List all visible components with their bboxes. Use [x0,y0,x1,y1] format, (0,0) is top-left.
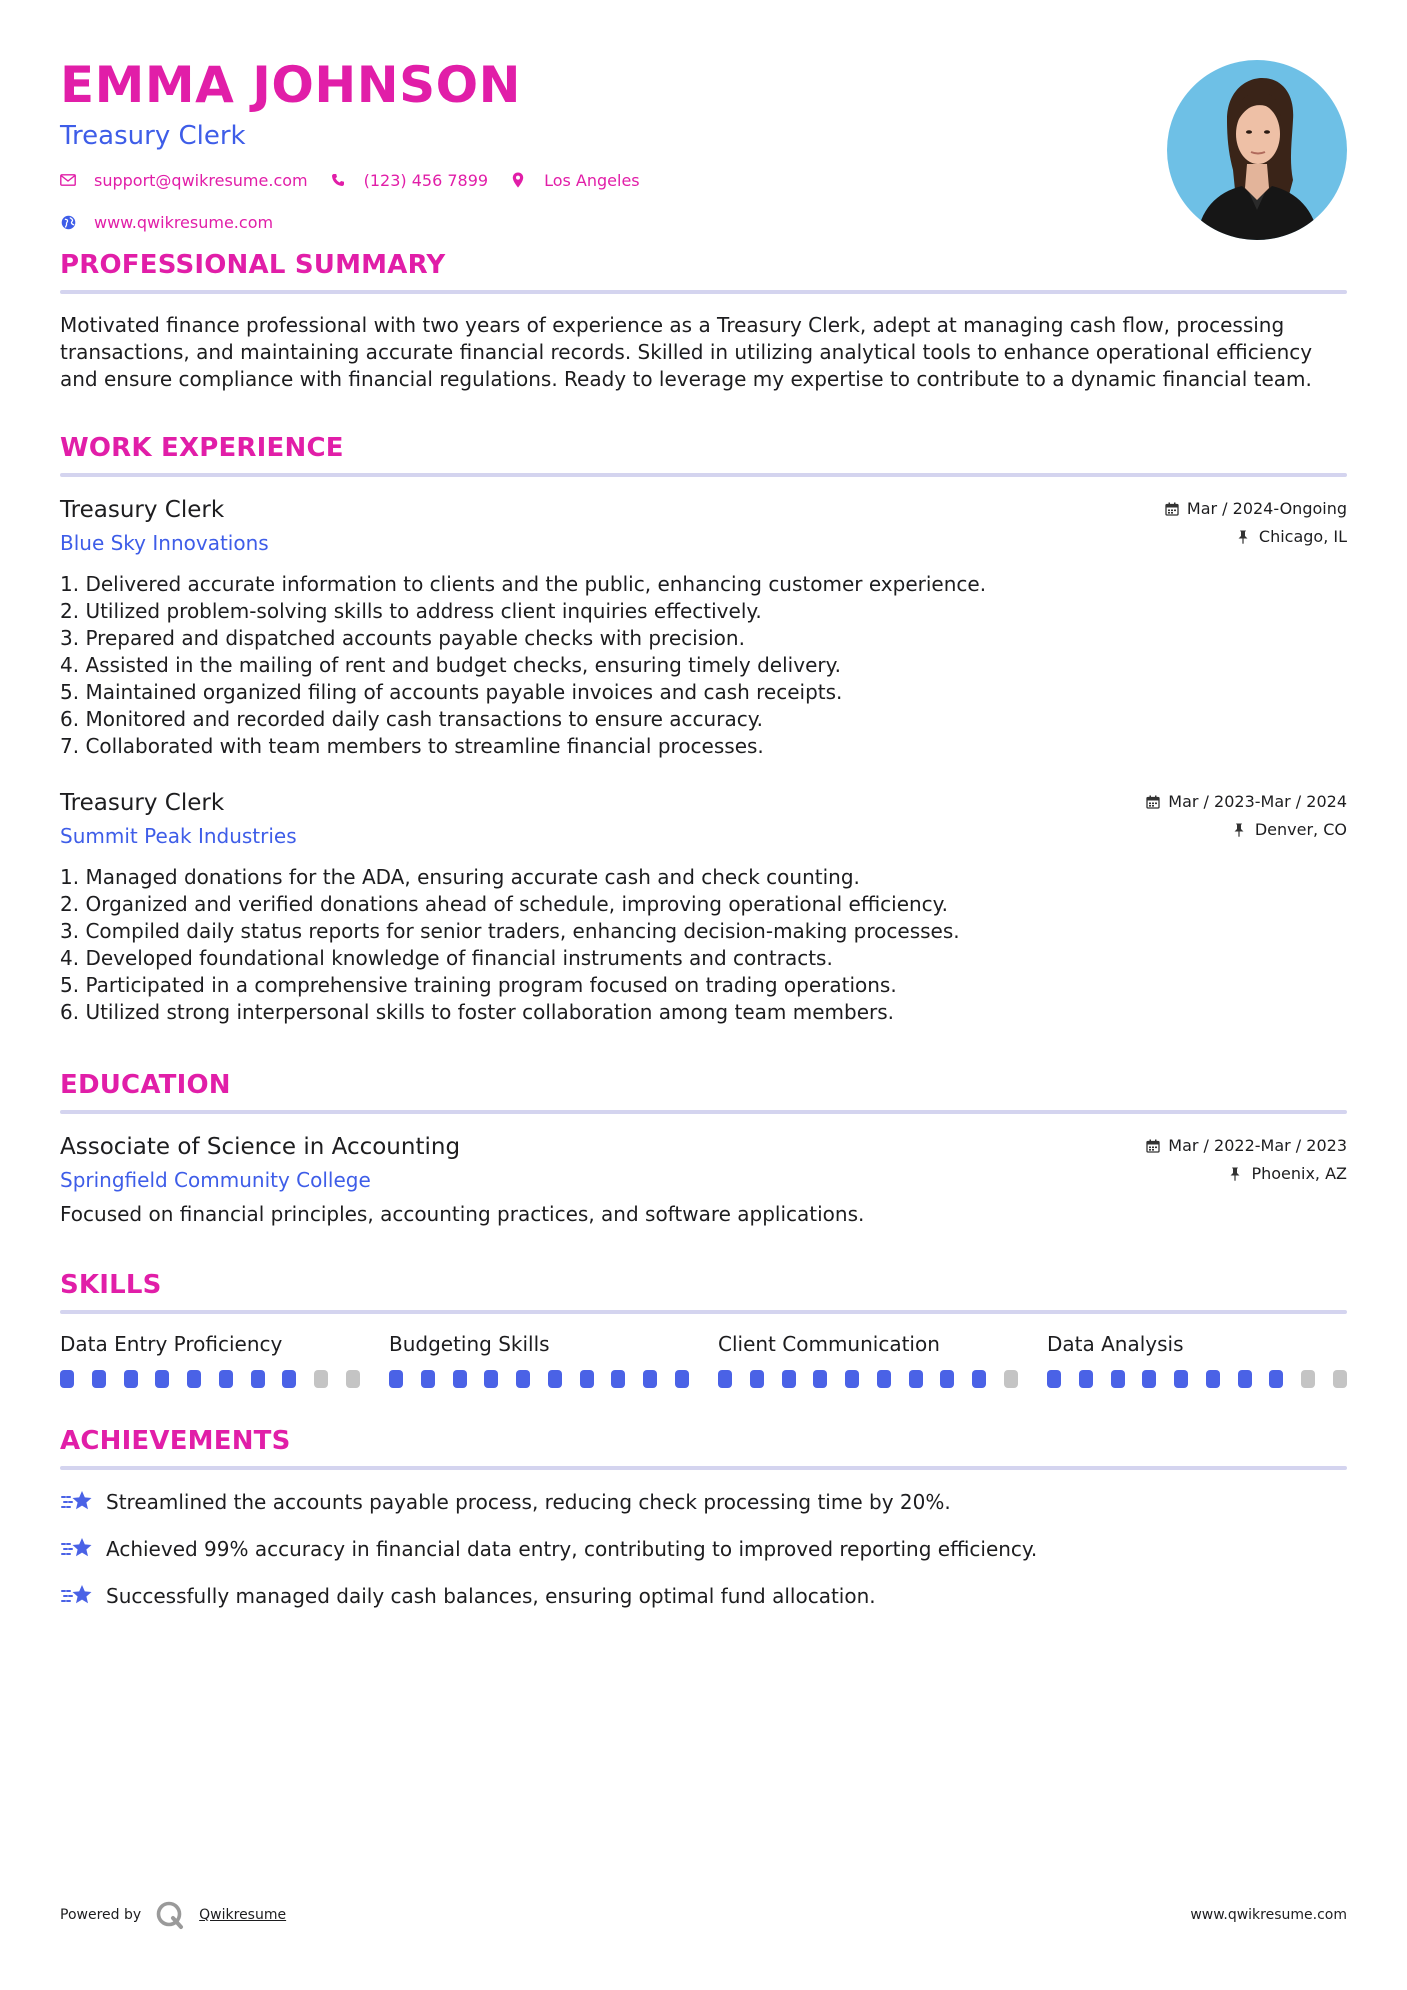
skill-dot-filled [611,1370,625,1388]
job-bullets [60,864,1347,1026]
skill-dot-filled [453,1370,467,1388]
bullet-text: Maintained organized filing of accounts payable invoices and cash receipts. [85,680,843,704]
skill-dot-filled [782,1370,796,1388]
contact-phone[interactable] [330,171,488,190]
bullet-number: 5. [60,973,80,997]
bullet-number: 4. [60,653,80,677]
skill-dot-filled [124,1370,138,1388]
list-item [60,733,1347,760]
shooting-star-icon [60,1535,94,1563]
bullet-text: Developed foundational knowledge of financial instruments and contracts. [85,946,833,970]
phone-text: (123) 456 7899 [363,170,489,190]
job-location-text: Chicago, IL [1258,527,1347,546]
contact-row-primary [60,167,1347,193]
skill-dot-empty [1301,1370,1315,1388]
bullet-number: 5. [60,680,80,704]
education-entry [60,1132,1347,1192]
section-divider [60,1466,1347,1470]
summary-text: Motivated finance professional with two years of experience as a Treasury Clerk, adept at managing cash flow, processing transactions, and maintaining accurate financial records. Skilled in utilizing analytical tools to enhance operational efficiency and ensure compliance with financial regulations. Ready to leverage my expertise to contribute to a dynamic financial team. [60,313,1313,391]
education-school: Springfield Community College [60,1168,371,1192]
section-title-experience: WORK EXPERIENCE [60,433,344,463]
skill-dot-filled [484,1370,498,1388]
contact-info [60,167,1347,235]
section-skills [60,1270,1347,1388]
section-experience [60,433,1347,1026]
skill-dot-filled [750,1370,764,1388]
footer-branding [60,1900,286,1930]
skill-dot-filled [718,1370,732,1388]
skill-dot-filled [909,1370,923,1388]
job-dates-text: Mar / 2024-Ongoing [1186,499,1347,518]
map-pin-icon [510,172,526,188]
skill-rating [718,1370,1018,1388]
skill-dot-filled [516,1370,530,1388]
skill-item [60,1332,360,1388]
list-item [60,652,1347,679]
bullet-text: Delivered accurate information to clients and the public, enhancing customer experience. [85,572,987,596]
job-header [60,495,1347,555]
skill-dot-filled [1047,1370,1061,1388]
job-location-text: Denver, CO [1254,820,1347,839]
education-dates-text: Mar / 2022-Mar / 2023 [1168,1136,1347,1155]
skill-dot-filled [187,1370,201,1388]
location-text: Los Angeles [544,170,640,190]
resume-header [60,0,1347,250]
job-location [1146,820,1347,840]
skill-dot-filled [580,1370,594,1388]
skill-item [718,1332,1018,1388]
list-item [60,918,1347,945]
section-title-summary: PROFESSIONAL SUMMARY [60,250,446,280]
achievement-item [60,1488,1347,1516]
job-role: Treasury Clerk [60,790,225,816]
candidate-name: EMMA JOHNSON [60,56,521,114]
job-bullets [60,571,1347,760]
list-item [60,972,1347,999]
bullet-number: 2. [60,892,80,916]
page-footer [60,1900,1347,1930]
skill-dot-filled [389,1370,403,1388]
job-dates [1146,792,1347,812]
skill-dot-filled [940,1370,954,1388]
education-location [1146,1164,1347,1184]
skill-dot-filled [1269,1370,1283,1388]
shooting-star-icon [60,1488,94,1516]
calendar-icon [1165,502,1179,516]
education-location-text: Phoenix, AZ [1251,1164,1347,1183]
list-item [60,679,1347,706]
section-divider [60,1310,1347,1314]
education-degree: Associate of Science in Accounting [60,1134,461,1160]
skill-dot-filled [1174,1370,1188,1388]
section-title-skills: SKILLS [60,1270,162,1300]
section-education [60,1070,1347,1226]
skill-dot-filled [548,1370,562,1388]
skill-name: Budgeting Skills [389,1332,550,1356]
qwikresume-logo-icon [155,1900,185,1930]
skill-dot-filled [1079,1370,1093,1388]
skill-dot-empty [1333,1370,1347,1388]
section-divider [60,290,1347,294]
globe-icon [60,214,76,230]
skill-dot-filled [251,1370,265,1388]
bullet-number: 7. [60,734,80,758]
skill-rating [1047,1370,1347,1388]
bullet-number: 6. [60,1000,80,1024]
achievement-text: Streamlined the accounts payable process, reducing check processing time by 20%. [106,1490,951,1514]
skill-item [1047,1332,1347,1388]
section-title-achievements: ACHIEVEMENTS [60,1426,291,1456]
shooting-star-icon [60,1582,94,1610]
skill-rating [389,1370,689,1388]
list-item [60,864,1347,891]
skill-rating [60,1370,360,1388]
achievement-list [60,1488,1347,1610]
education-dates [1146,1136,1347,1156]
achievement-item [60,1582,1347,1610]
bullet-text: Monitored and recorded daily cash transactions to ensure accuracy. [85,707,764,731]
skill-dot-filled [219,1370,233,1388]
bullet-text: Managed donations for the ADA, ensuring accurate cash and check counting. [85,865,860,889]
list-item [60,598,1347,625]
pushpin-icon [1233,823,1247,837]
bullet-number: 4. [60,946,80,970]
candidate-title: Treasury Clerk [60,121,246,151]
bullet-text: Organized and verified donations ahead of schedule, improving operational efficiency. [85,892,949,916]
list-item [60,891,1347,918]
achievement-item [60,1535,1347,1563]
skill-dot-filled [813,1370,827,1388]
section-summary [60,250,1347,393]
website-text: www.qwikresume.com [94,212,274,232]
contact-website[interactable] [60,213,273,232]
job-dates-text: Mar / 2023-Mar / 2024 [1168,792,1347,811]
pushpin-icon [1229,1167,1243,1181]
job-header [60,788,1347,848]
job-company: Summit Peak Industries [60,824,297,848]
job-company: Blue Sky Innovations [60,531,269,555]
skill-name: Client Communication [718,1332,940,1356]
skill-name: Data Analysis [1047,1332,1184,1356]
contact-row-secondary [60,209,1347,235]
bullet-text: Compiled daily status reports for senior traders, enhancing decision-making processes. [85,919,960,943]
skill-dot-filled [675,1370,689,1388]
skill-dot-filled [1206,1370,1220,1388]
job-list [60,495,1347,1026]
skill-dot-empty [314,1370,328,1388]
bullet-text: Assisted in the mailing of rent and budget checks, ensuring timely delivery. [85,653,841,677]
achievement-text: Successfully managed daily cash balances, ensuring optimal fund allocation. [106,1584,876,1608]
job-entry [60,495,1347,760]
skill-list [60,1332,1347,1388]
skill-dot-filled [845,1370,859,1388]
list-item [60,945,1347,972]
envelope-icon [60,172,76,188]
bullet-number: 6. [60,707,80,731]
skill-dot-filled [60,1370,74,1388]
achievement-text: Achieved 99% accuracy in financial data entry, contributing to improved reporting efficiency. [106,1537,1038,1561]
email-text: support@qwikresume.com [94,170,308,190]
footer-website[interactable]: www.qwikresume.com [1190,1907,1347,1923]
skill-item [389,1332,689,1388]
skill-dot-filled [972,1370,986,1388]
bullet-number: 3. [60,626,80,650]
calendar-icon [1146,1139,1160,1153]
skill-dot-filled [421,1370,435,1388]
skill-name: Data Entry Proficiency [60,1332,283,1356]
section-divider [60,473,1347,477]
bullet-text: Participated in a comprehensive training program focused on trading operations. [85,973,897,997]
list-item [60,571,1347,598]
skill-dot-filled [877,1370,891,1388]
bullet-number: 3. [60,919,80,943]
section-achievements [60,1426,1347,1610]
powered-by-text: Powered by [60,1907,142,1923]
education-description: Focused on financial principles, accounting practices, and software applications. [60,1202,865,1226]
contact-email[interactable] [60,171,308,190]
skill-dot-empty [1004,1370,1018,1388]
bullet-text: Utilized strong interpersonal skills to foster collaboration among team members. [85,1000,894,1024]
list-item [60,625,1347,652]
job-location [1165,527,1347,547]
pushpin-icon [1237,530,1251,544]
list-item [60,706,1347,733]
phone-icon [330,172,346,188]
skill-dot-filled [643,1370,657,1388]
bullet-text: Collaborated with team members to streamline financial processes. [85,734,764,758]
skill-dot-filled [92,1370,106,1388]
bullet-text: Utilized problem-solving skills to address client inquiries effectively. [85,599,762,623]
job-dates [1165,499,1347,519]
contact-location [510,171,640,190]
skill-dot-filled [1111,1370,1125,1388]
bullet-text: Prepared and dispatched accounts payable checks with precision. [85,626,745,650]
bullet-number: 1. [60,865,80,889]
section-title-education: EDUCATION [60,1070,231,1100]
profile-photo [1167,60,1347,240]
job-role: Treasury Clerk [60,497,225,523]
section-divider [60,1110,1347,1114]
list-item [60,999,1347,1026]
skill-dot-filled [1142,1370,1156,1388]
bullet-number: 1. [60,572,80,596]
calendar-icon [1146,795,1160,809]
skill-dot-filled [282,1370,296,1388]
bullet-number: 2. [60,599,80,623]
job-entry [60,788,1347,1026]
skill-dot-filled [1238,1370,1252,1388]
skill-dot-empty [346,1370,360,1388]
footer-brand-link[interactable]: Qwikresume [199,1907,287,1923]
skill-dot-filled [155,1370,169,1388]
